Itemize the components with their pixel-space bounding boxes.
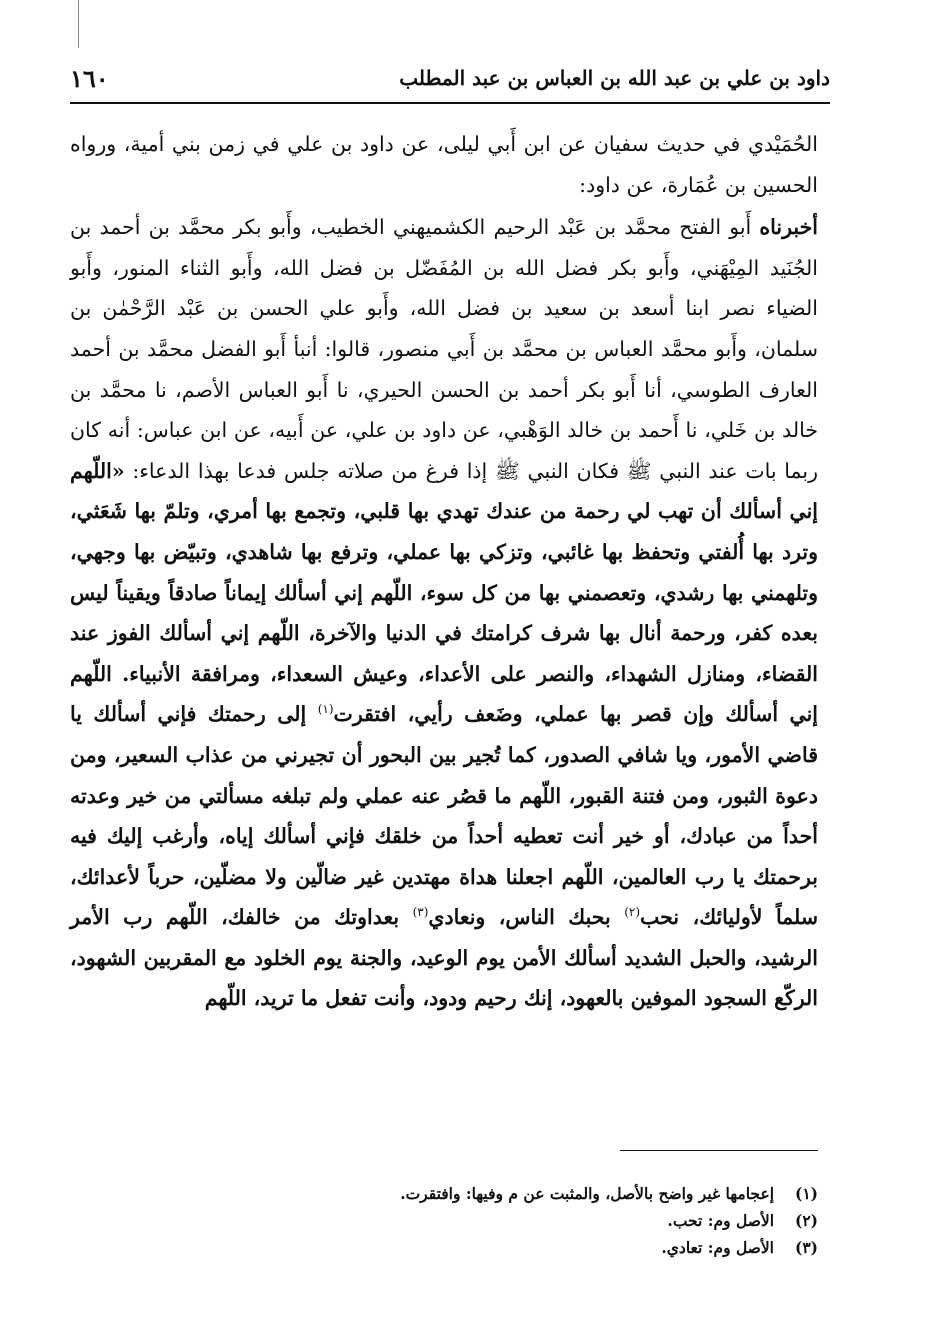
footnote-3 bbox=[70, 1234, 818, 1261]
footnote-text: الأصل وم: تعادي. bbox=[661, 1238, 774, 1257]
footnote-2 bbox=[70, 1207, 818, 1234]
footnote-text: الأصل وم: تحب. bbox=[667, 1211, 774, 1230]
dua-text-2: إلى رحمتك فإني أسألك يا قاضي الأمور، ويا شافي الصدور، كما تُجير بين البحور أن تجيرني من عذاب السعير، ومن دعوة الثبور، ومن فتنة القبور، اللّهم ما قصُر عنه عملي ولم تبلغه مسألتي من خير وعدته أحداً من عبادك، أو خير أنت تعطيه أحداً من خلقك فإني أسألك إياه، وأرغب إليك فيه برحمتك يا رب العالمين، اللّهم اجعلنا هداة مهتدين غير ضالّين ولا مضلّين، حرباً لأعدائك، سلماً لأوليائك، نحب bbox=[70, 702, 819, 930]
margin-line bbox=[78, 0, 79, 48]
paragraph-keyword: أخبرناه bbox=[759, 215, 818, 240]
page-number: ١٦٠ bbox=[70, 63, 109, 93]
page-header bbox=[70, 58, 830, 98]
footnote-number: (٢) bbox=[794, 1211, 818, 1230]
running-title: داود بن علي بن عبد الله بن العباس بن عبد المطلب bbox=[399, 66, 830, 90]
footnote-ref-2: (٢) bbox=[624, 905, 641, 920]
footnote-rule bbox=[620, 1150, 818, 1151]
footnotes bbox=[70, 1180, 818, 1261]
footnote-ref-1: (١) bbox=[317, 702, 334, 717]
dua-text-1: «اللّهم إني أسألك أن تهب لي رحمة من عندك تهدي بها قلبي، وتجمع بها أمري، وتلمّ بها شَعَثي، وترد بها أُلفتي وتحفظ بها غائبي، وتزكي بها عملي، وترفع بها شاهدي، وتبيّض بها وجهي، وتلهمني بها رشدي، وتعصمني بها من كل سوء، اللّهم إني أسألك إيماناً صادقاً ويقيناً ليس بعده كفر، ورحمة أنال بها شرف كرامتك في الدنيا والآخرة، اللّهم إني أسألك الفوز عند القضاء، ومنازل الشهداء، والنصر على الأعداء، وعيش السعداء، ومرافقة الأنبياء. اللّهم إني أسألك وإن قصر بها عملي، وضَعف رأيي، افتقرت bbox=[70, 458, 819, 727]
footnote-1 bbox=[70, 1180, 818, 1207]
header-rule bbox=[70, 102, 830, 104]
paragraph-2 bbox=[70, 207, 818, 1019]
dua-text-3: بحبك الناس، ونعادي bbox=[428, 905, 625, 930]
dua-text-4: بعداوتك من خالفك، اللّهم رب الأمر الرشيد، والحبل الشديد أسألك الأمن يوم الوعيد، والجنة يوم الخلود مع المقربين الشهود، الركّع السجود الموفين بالعهود، إنك رحيم ودود، وأنت تفعل ما تريد، اللّهم bbox=[70, 905, 818, 1011]
footnote-number: (٣) bbox=[794, 1238, 818, 1257]
paragraph-1: الحُمَيْدي في حديث سفيان عن ابن أَبي ليلى، عن داود بن علي في زمن بني أمية، ورواه الحسين بن عُمَارة، عن داود: bbox=[70, 132, 818, 197]
footnote-number: (١) bbox=[794, 1184, 818, 1203]
footnote-text: إعجامها غير واضح بالأصل، والمثبت عن م وفيها: وافتقرت. bbox=[400, 1184, 774, 1203]
isnad-text: أَبو الفتح محمَّد بن عَبْد الرحيم الكشميهني الخطيب، وأَبو بكر محمَّد بن أحمد بن الجُنَيد المِيْهَني، وأَبو بكر فضل الله بن المُفَضّل بن فضل الله، وأَبو الثناء المنور، وأَبو الضياء نصر ابنا أسعد بن سعيد بن فضل الله، وأَبو علي الحسن بن عَبْد الرَّحْمٰن بن سلمان، وأَبو محمَّد العباس بن محمَّد بن أَبي منصور، قالوا: أنبأ أَبو الفضل محمَّد بن أحمد العارف الطوسي، أنا أَبو بكر أحمد بن الحسن الحيري، نا أَبو العباس الأصم، نا محمَّد بن خالد بن خَلي، نا أَحمد بن خالد الوَهْبي، عن داود بن علي، عن أَبيه، عن ابن عباس: أنه كان ربما بات عند النبي ﷺ فكان النبي ﷺ إذا فرغ من صلاته جلس فدعا بهذا الدعاء: bbox=[70, 215, 818, 483]
footnote-ref-3: (٣) bbox=[412, 905, 429, 920]
main-text bbox=[70, 124, 818, 1019]
